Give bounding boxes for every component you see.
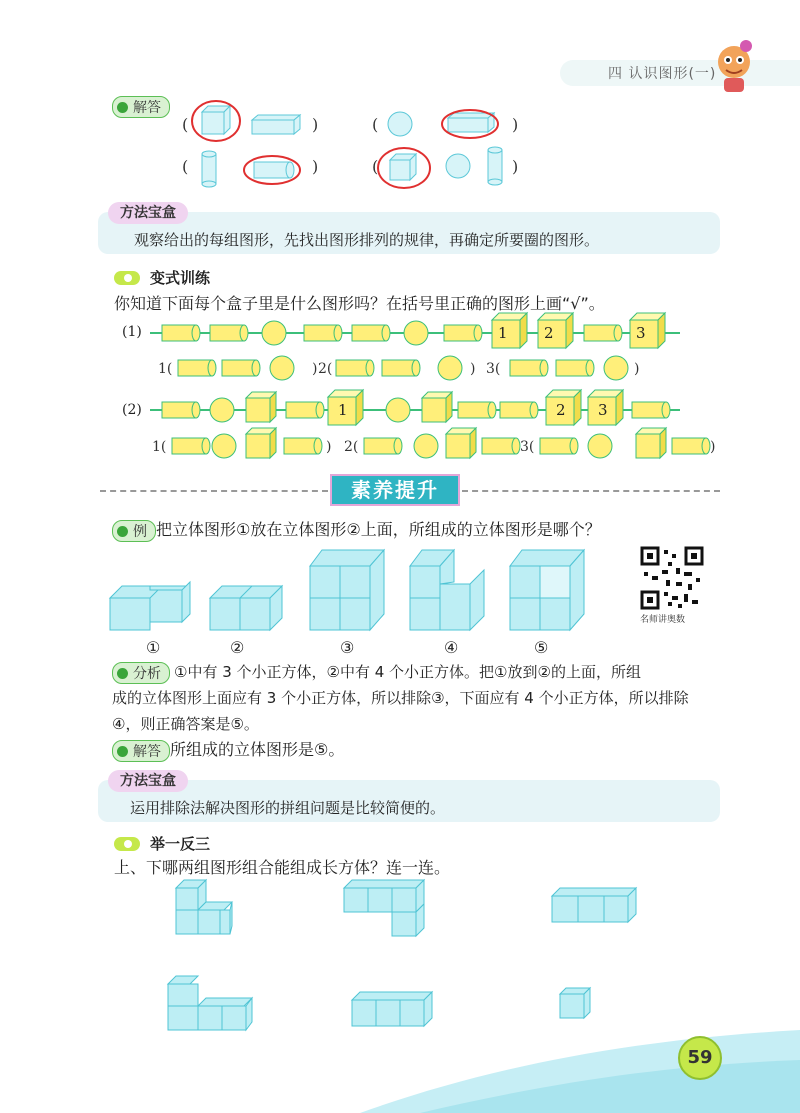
svg-text:1(: 1( <box>152 439 167 455</box>
method-text-2: 运用排除法解决图形的拼组问题是比较简便的。 <box>130 799 446 817</box>
section-banner: 素养提升 <box>330 474 460 506</box>
row2-label: (2) <box>122 402 142 418</box>
practice-heading: 举一反三 <box>150 835 211 853</box>
answer-label-2: 解答 <box>112 740 170 762</box>
box-number-3b: 3 <box>598 401 608 419</box>
practice-question: 上、下哪两组图形组合能组成长方体？连一连。 <box>114 858 451 877</box>
svg-text:3(: 3( <box>520 439 535 455</box>
variant-heading: 变式训练 <box>150 269 211 287</box>
qr-caption: 名师讲奥数 <box>640 615 686 625</box>
svg-text:(: ( <box>182 157 189 176</box>
variant-question: 你知道下面每个盒子里是什么图形吗？在括号里正确的图形上画“√”。 <box>114 294 605 313</box>
method-text-1: 观察给出的每组图形，先找出图形排列的规律，再确定所要圈的图形。 <box>134 231 600 249</box>
paren-left: ( <box>182 115 189 134</box>
svg-text:1(: 1( <box>158 361 173 377</box>
svg-text:): ) <box>470 361 476 377</box>
analysis-label: 分析 <box>112 662 170 684</box>
figure-label-2: ② <box>230 638 245 657</box>
figure-label-5: ⑤ <box>534 638 549 657</box>
svg-text:2(: 2( <box>318 361 333 377</box>
analysis-line-1: ①中有 3 个小正方体，②中有 4 个小正方体。把①放到②的上面，所组 <box>174 663 641 681</box>
row1-label: (1) <box>122 324 142 340</box>
analysis-line-2: 成的立体图形上面应有 3 个小正方体，所以排除③，下面应有 4 个小正方体，所以排除 <box>112 689 689 707</box>
svg-text:): ) <box>312 157 319 176</box>
figure-label-1: ① <box>146 638 161 657</box>
chapter-title: 四 认识图形(一) <box>608 66 717 82</box>
answer-label-1: 解答 <box>112 96 170 118</box>
svg-text:): ) <box>634 361 640 377</box>
paren-right: ) <box>312 115 319 134</box>
figure-label-4: ④ <box>444 638 459 657</box>
page-number: 59 <box>678 1036 722 1080</box>
example-question: 把立体图形①放在立体图形②上面，所组成的立体图形是哪个？ <box>156 520 601 539</box>
box-number-2: 2 <box>544 324 554 342</box>
example-label: 例 <box>112 520 156 542</box>
svg-text:): ) <box>512 115 519 134</box>
box-number-2b: 2 <box>556 401 566 419</box>
svg-text:(: ( <box>372 115 379 134</box>
box-number-1b: 1 <box>338 401 348 419</box>
box-number-3: 3 <box>636 324 646 342</box>
method-label-2: 方法宝盒 <box>108 770 188 792</box>
answer-text-2: 所组成的立体图形是⑤。 <box>170 740 345 759</box>
svg-text:): ) <box>710 439 716 455</box>
svg-text:): ) <box>326 439 332 455</box>
svg-text:2(: 2( <box>344 439 359 455</box>
method-label-1: 方法宝盒 <box>108 202 188 224</box>
analysis-line-3: ④，则正确答案是⑤。 <box>112 715 259 733</box>
svg-text:): ) <box>312 361 318 377</box>
figure-label-3: ③ <box>340 638 355 657</box>
svg-text:3(: 3( <box>486 361 501 377</box>
svg-text:): ) <box>512 157 519 176</box>
svg-text:(: ( <box>372 157 379 176</box>
box-number-1: 1 <box>498 324 508 342</box>
